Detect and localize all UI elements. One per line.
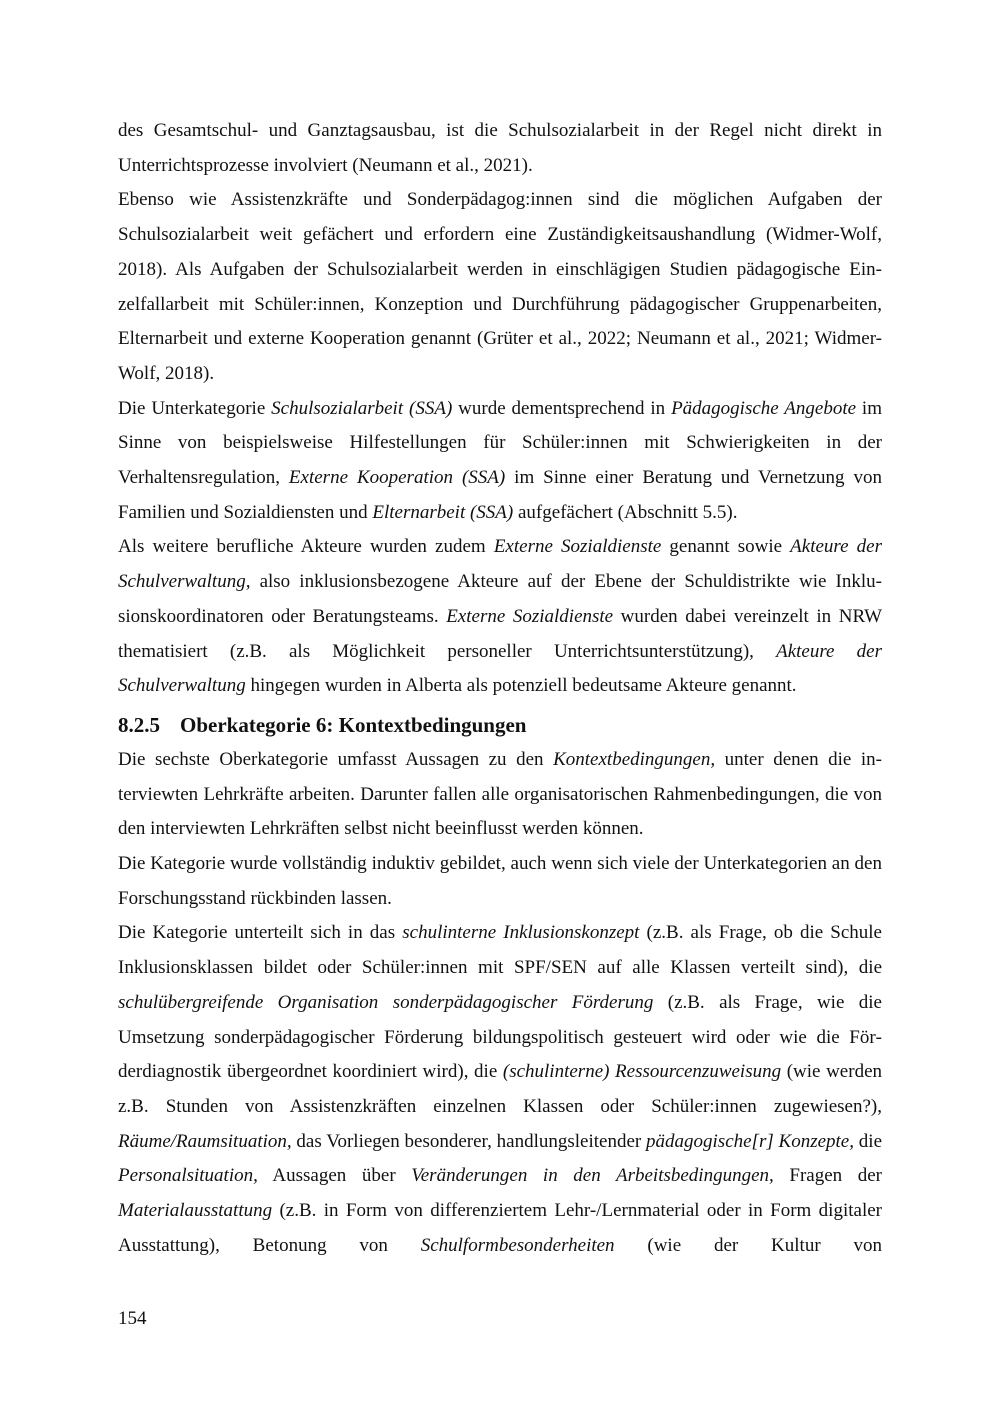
paragraph-3: Die Unterkategorie Schulsozialarbeit (SSA) wurde dementsprechend in Pädagogische Angebote im Sinne von beispielsweise Hilfestellungen für Schüler:innen mit Schwierigkeiten in der Verhaltensregulation, Externe Kooperation (SSA) im Sinne einer Beratung und Vernetzung von Familien und Sozialdiensten und Elternarbeit (SSA) aufgefächert (Abschnitt 5.5).	[118, 397, 882, 523]
italic-term: Kontextbedingungen,	[553, 748, 716, 770]
italic-term: Pädagogische Angebote	[671, 397, 857, 419]
paragraph-1: des Gesamtschul- und Ganztagsausbau, ist die Schulsozialarbeit in der Regel nicht direkt in Unterrichtsprozesse involviert (Neumann et al., 2021).	[118, 120, 882, 176]
paragraph-4: Als weitere berufliche Akteure wurden zudem Externe Sozialdienste genannt sowie Akteure der Schulverwaltung, also inklusionsbezogene Akteure auf der Ebene der Schuldistrikte wie Inklusionskoordinatoren oder Beratungsteams. Externe Sozialdienste wurden dabei vereinzelt in NRW thematisiert (z.B. als Möglichkeit personeller Unterrichtsunterstützung), Akteure der Schulverwaltung hingegen wurden in Alberta als potenziell bedeutsame Akteure genannt.	[118, 536, 883, 697]
paragraph-2: Ebenso wie Assistenzkräfte und Sonderpädagog:innen sind die möglichen Aufgaben der Schulsozialarbeit weit gefächert und erfordern eine Zuständigkeitsaushandlung (Widmer-Wolf, 2018). Als Aufgaben der Schulsozialarbeit werden in einschlägigen Studien pädagogische Einzelfallarbeit mit Schüler:innen, Konzeption und Durchführung pädagogischer Gruppenarbeiten, Elternarbeit und externe Kooperation genannt (Grüter et al., 2022; Neumann et al., 2021; Widmer-Wolf, 2018).	[118, 189, 882, 384]
italic-term: schulinterne Inklusionskonzept	[402, 922, 640, 944]
italic-term: pädagogische[r] Konzepte,	[646, 1130, 854, 1152]
italic-term: Schulsozialarbeit (SSA)	[271, 397, 453, 419]
paragraph-5: Die sechste Oberkategorie umfasst Aussagen zu den Kontextbedingungen, unter denen die interviewten Lehrkräfte arbeiten. Darunter fallen alle organisatorischen Rahmenbedingungen, die von den interviewten Lehrkräften selbst nicht beeinflusst werden können.	[118, 748, 882, 840]
italic-term: Personalsituation,	[118, 1165, 258, 1187]
section-title: Oberkategorie 6: Kontextbedingungen	[180, 712, 527, 737]
body-text	[118, 114, 882, 1264]
italic-term: (schulinterne) Ressourcenzuweisung	[502, 1061, 782, 1083]
italic-term: Akteure der Schulverwaltung,	[118, 536, 882, 593]
italic-term: Materialausstattung	[118, 1200, 273, 1222]
section-heading	[118, 707, 882, 743]
page-number: 154	[118, 1308, 147, 1329]
italic-term: Externe Sozialdienste	[493, 536, 662, 558]
italic-term: Schulformbesonderheiten	[420, 1234, 615, 1256]
paragraph-6: Die Kategorie wurde vollständig induktiv gebildet, auch wenn sich viele der Unterkategorien an den Forschungsstand rückbinden lassen.	[118, 853, 882, 909]
italic-term: Externe Kooperation (SSA)	[288, 467, 506, 489]
italic-term: Veränderungen in den Arbeitsbedingungen,	[411, 1165, 774, 1187]
italic-term: Akteure der Schulverwaltung	[118, 640, 882, 697]
italic-term: Räume/Raumsituation,	[118, 1130, 292, 1152]
italic-term: Externe Sozialdienste	[446, 605, 614, 627]
section-number: 8.2.5	[118, 712, 160, 737]
italic-term: schulübergreifende Organisation sonderpädagogischer Förderung	[118, 991, 654, 1013]
paragraph-7: Die Kategorie unterteilt sich in das schulinterne Inklusionskonzept (z.B. als Frage, ob die Schule Inklusionsklassen bildet oder Schüler:innen mit SPF/SEN auf alle Klassen verteilt sind), die schulübergreifende Organisation sonderpädagogischer Förderung (z.B. als Frage, wie die Umsetzung sonderpädagogischer Förderung bildungspolitisch gesteuert wird oder wie die Förderdiagnostik übergeordnet koordiniert wird), die (schulinterne) Ressourcenzuweisung (wie werden z.B. Stunden von Assistenzkräften einzelnen Klassen oder Schüler:innen zugewiesen?), Räume/Raumsituation, das Vorliegen besonderer, handlungsleitender pädagogische[r] Konzepte, die Personalsituation, Aussagen über Veränderungen in den Arbeitsbedingungen, Fragen der Materialausstattung (z.B. in Form von differenziertem Lehr-/Lernmaterial oder in Form digitaler Ausstattung), Betonung von Schulformbesonderheiten (wie der Kultur von	[118, 922, 883, 1256]
italic-term: Elternarbeit (SSA)	[372, 501, 514, 523]
